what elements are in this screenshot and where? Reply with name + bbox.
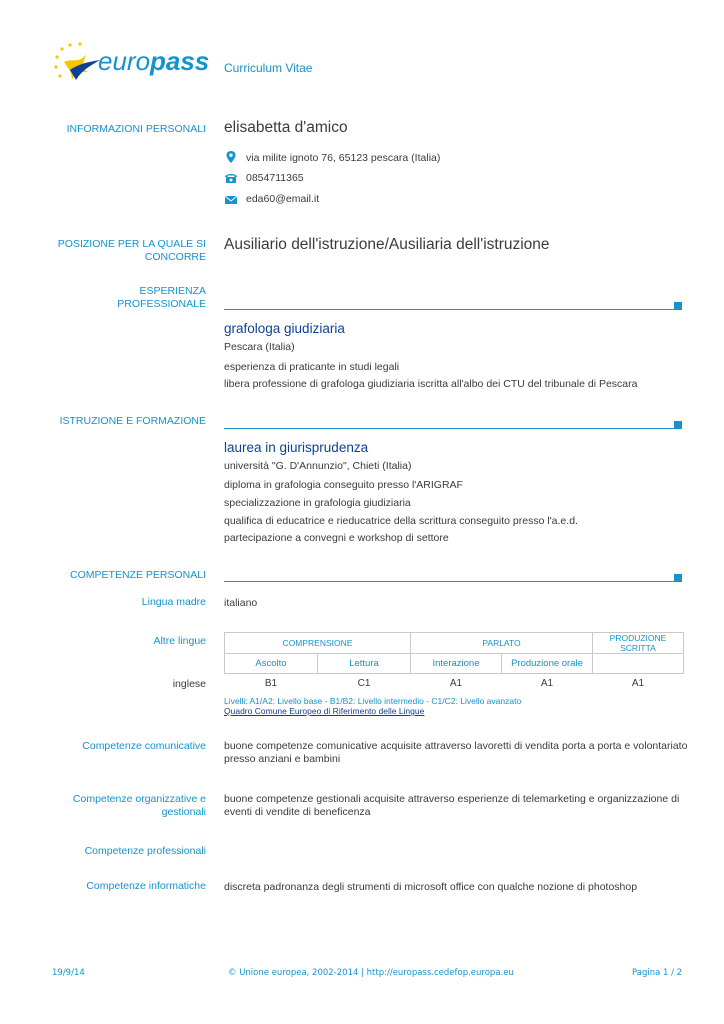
personal-info-label: INFORMAZIONI PERSONALI bbox=[66, 123, 206, 135]
experience-item: libera professione di grafologa giudiziaria iscritta all'albo dei CTU del tribunale di Pescara bbox=[224, 378, 638, 390]
logo-text-euro: euro bbox=[98, 46, 151, 76]
produzione-orale-header: Produzione orale bbox=[502, 654, 593, 674]
ascolto-header: Ascolto bbox=[225, 654, 318, 674]
level-produzione-orale: A1 bbox=[502, 674, 593, 694]
phone-number: 0854711365 bbox=[246, 172, 304, 184]
skills-divider-square bbox=[674, 574, 682, 582]
experience-divider-square bbox=[674, 302, 682, 310]
parlato-header: PARLATO bbox=[411, 633, 593, 654]
experience-label-line1: ESPERIENZA bbox=[139, 285, 206, 297]
email-icon bbox=[224, 193, 238, 207]
comprensione-header: COMPRENSIONE bbox=[225, 633, 411, 654]
experience-title: grafologa giudiziaria bbox=[224, 321, 345, 336]
doc-title: Curriculum Vitae bbox=[224, 61, 313, 75]
produzione-scritta-header: PRODUZIONE SCRITTA bbox=[593, 633, 684, 654]
education-item: specializzazione in grafologia giudiziaria bbox=[224, 497, 411, 509]
interazione-header: Interazione bbox=[411, 654, 502, 674]
europass-logo bbox=[50, 40, 210, 90]
other-languages-label: Altre lingue bbox=[153, 635, 206, 647]
person-name: elisabetta d'amico bbox=[224, 119, 348, 136]
education-divider bbox=[224, 428, 674, 429]
footer-copyright[interactable]: © Unione europea, 2002-2014 | http://europass.cedefop.europa.eu bbox=[228, 968, 514, 978]
education-place: università "G. D'Annunzio", Chieti (Italia) bbox=[224, 460, 412, 472]
education-label: ISTRUZIONE E FORMAZIONE bbox=[59, 415, 206, 427]
experience-item: esperienza di praticante in studi legali bbox=[224, 361, 400, 373]
organisational-line2: eventi di vendite di beneficenza bbox=[224, 806, 371, 818]
mother-tongue-value: italiano bbox=[224, 597, 258, 609]
professional-label: Competenze professionali bbox=[84, 845, 206, 857]
footer-page: Pagina 1 / 2 bbox=[632, 968, 683, 978]
experience-place: Pescara (Italia) bbox=[224, 341, 295, 353]
logo-text-pass: pass bbox=[150, 46, 210, 76]
education-divider-square bbox=[674, 421, 682, 429]
level-ascolto: B1 bbox=[225, 674, 318, 694]
organisational-label bbox=[73, 793, 206, 819]
communication-line2: presso anziani e bambini bbox=[224, 753, 341, 765]
education-item: partecipazione a convegni e workshop di settore bbox=[224, 532, 449, 544]
experience-label-line2: PROFESSIONALE bbox=[117, 298, 206, 310]
communication-label: Competenze comunicative bbox=[82, 740, 206, 752]
address: via milite ignoto 76, 65123 pescara (Italia) bbox=[246, 152, 441, 164]
organisational-text bbox=[224, 793, 679, 819]
produzione-scritta-blank bbox=[593, 654, 684, 674]
communication-line1: buone competenze comunicative acquisite attraverso lavoretti di vendita porta a porta e volontariato bbox=[224, 740, 688, 752]
experience-label bbox=[117, 285, 206, 311]
education-item: diploma in grafologia conseguito presso l'ARIGRAF bbox=[224, 479, 463, 491]
position-label-line2: CONCORRE bbox=[144, 251, 206, 263]
mother-tongue-label: Lingua madre bbox=[141, 596, 206, 608]
organisational-line1: buone competenze gestionali acquisite attraverso esperienze di telemarketing e organizzazione di bbox=[224, 793, 680, 805]
skills-divider bbox=[224, 581, 674, 582]
location-pin-icon bbox=[224, 150, 238, 164]
email-address: eda60@email.it bbox=[246, 193, 320, 205]
communication-text bbox=[224, 740, 687, 766]
position-label-line1: POSIZIONE PER LA QUALE SI bbox=[57, 238, 206, 250]
level-produzione-scritta: A1 bbox=[593, 674, 684, 694]
organisational-label-line1: Competenze organizzative e bbox=[72, 793, 206, 805]
education-item: qualifica di educatrice e rieducatrice della scrittura conseguito presso l'a.e.d. bbox=[224, 515, 578, 527]
level-interazione: A1 bbox=[411, 674, 502, 694]
digital-label: Competenze informatiche bbox=[86, 880, 206, 892]
position-value: Ausiliario dell'istruzione/Ausiliaria dell'istruzione bbox=[224, 236, 550, 253]
footer-date: 19/9/14 bbox=[52, 968, 85, 978]
lettura-header: Lettura bbox=[318, 654, 411, 674]
education-title: laurea in giurisprudenza bbox=[224, 440, 369, 455]
levels-note: Livelli: A1/A2: Livello base - B1/B2: Livello intermedio - C1/C2: Livello avanzato bbox=[224, 696, 522, 706]
position-label bbox=[58, 238, 206, 264]
framework-link[interactable]: Quadro Comune Europeo di Riferimento delle Lingue bbox=[224, 706, 425, 716]
skills-label: COMPETENZE PERSONALI bbox=[70, 569, 206, 581]
phone-icon bbox=[224, 171, 238, 185]
experience-divider bbox=[224, 309, 674, 310]
language-name: inglese bbox=[172, 678, 206, 690]
organisational-label-line2: gestionali bbox=[161, 806, 206, 818]
languages-table bbox=[224, 632, 684, 694]
digital-text: discreta padronanza degli strumenti di microsoft office con qualche nozione di photoshop bbox=[224, 881, 638, 893]
level-lettura: C1 bbox=[318, 674, 411, 694]
